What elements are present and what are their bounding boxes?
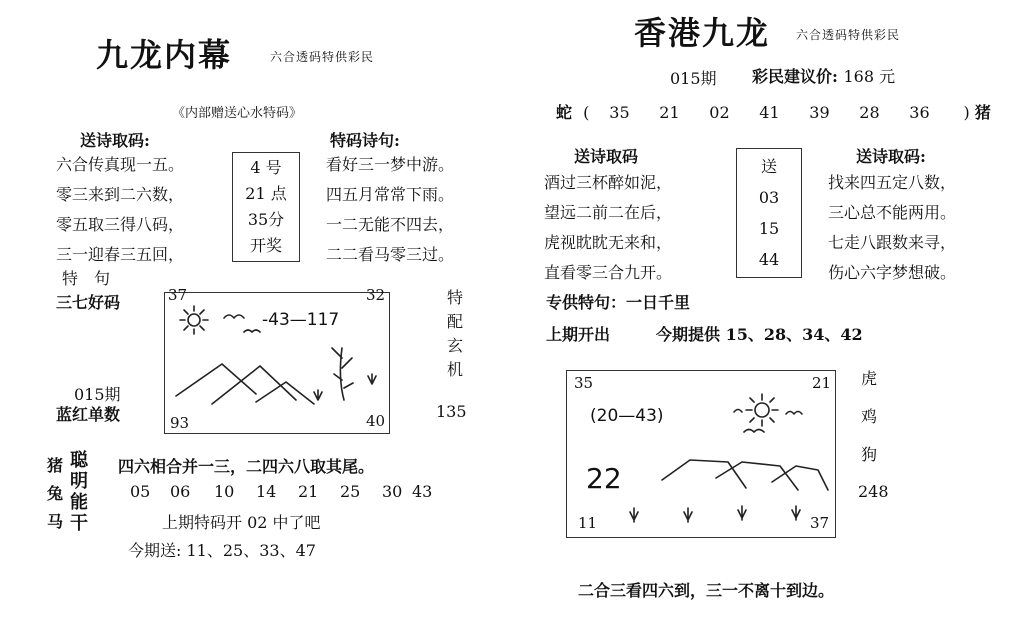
- number: 02: [709, 103, 730, 122]
- tree-icon: [332, 348, 353, 400]
- left-poem-right: [326, 150, 454, 270]
- poem-line: 三心总不能两用。: [828, 203, 957, 222]
- vertical-char: 机: [446, 360, 463, 379]
- right-sketch-num: 22: [586, 462, 622, 495]
- left-this-period: [128, 538, 316, 561]
- left-tail-phrase: 四六相合并一三，二四六八取其尾。: [118, 457, 375, 476]
- vertical-char: 明: [70, 471, 88, 492]
- left-poem-header-left: 送诗取码:: [80, 131, 150, 150]
- left-corner-tl: 37: [168, 286, 188, 304]
- number: 41: [759, 103, 780, 122]
- poem-line: 看好三一梦中游。: [326, 155, 455, 174]
- poem-line: 零三来到二六数，: [56, 185, 185, 204]
- bird-icon: [224, 315, 260, 332]
- vertical-char: 能: [70, 492, 88, 513]
- number: 25: [340, 482, 361, 501]
- number: 21: [659, 103, 680, 122]
- left-blue-red-label: 蓝红单数: [56, 405, 121, 424]
- box-line: 4 号: [250, 158, 282, 177]
- snake-label: 蛇: [556, 103, 573, 122]
- number: 36: [909, 103, 930, 122]
- poem-line: 六合传真现一五。: [56, 155, 185, 174]
- left-subtitle: 六合透码特供彩民: [270, 50, 375, 64]
- box-line: 03: [758, 188, 780, 207]
- right-corner-tr: 21: [812, 374, 832, 392]
- right-snake-row: 蛇 ( 35 21 02 41 39 28 36 ) 猪: [556, 103, 991, 122]
- number: 30: [382, 482, 403, 501]
- left-cong-ming: [68, 450, 90, 534]
- number: 39: [809, 103, 830, 122]
- right-last-open: 上期开出: [546, 325, 611, 344]
- vertical-char: 配: [446, 312, 463, 331]
- right-special-phrase: 专供特句：一日千里: [546, 293, 691, 312]
- right-period: 015期: [670, 69, 717, 88]
- animal: 马: [46, 512, 63, 531]
- left-sketch-drawing: [164, 292, 388, 432]
- right-price: [752, 64, 895, 87]
- box-line: 送: [760, 157, 777, 176]
- right-sketch-text: (20—43): [590, 406, 664, 426]
- box-line: 21 点: [245, 184, 287, 203]
- sun-icon: [180, 306, 208, 334]
- panel-divider: [526, 0, 527, 643]
- poem-line: 望远二前二在后，: [544, 203, 673, 222]
- poem-line: 七走八跟数来寻，: [828, 233, 957, 252]
- mountain-icon: [176, 364, 314, 404]
- box-line: 15: [758, 219, 780, 238]
- poem-line: 一二无能不四去，: [326, 215, 455, 234]
- poem-line: 二二看马零三过。: [326, 245, 455, 264]
- right-poem-right: [828, 168, 956, 288]
- animal: 鸡: [860, 407, 877, 426]
- box-line: 开奖: [249, 236, 282, 255]
- vertical-char: 特: [446, 288, 463, 307]
- this-period-numbers: 11、25、33、47: [186, 541, 316, 560]
- vertical-char: 玄: [446, 336, 463, 355]
- right-corner-br: 37: [810, 514, 830, 532]
- right-number-248: 248: [858, 482, 889, 501]
- right-poem-header-left: 送诗取码: [574, 147, 639, 166]
- vertical-char: 干: [70, 513, 88, 534]
- number: 21: [298, 482, 319, 501]
- this-period-label: 今期送:: [128, 541, 182, 560]
- poem-line: 四五月常常下雨。: [326, 185, 455, 204]
- poem-line: 三一迎春三五回，: [56, 245, 185, 264]
- animal: 兔: [46, 484, 63, 503]
- animal: 狗: [860, 445, 877, 464]
- poem-line: 直看零三合九开。: [544, 263, 673, 282]
- left-gift-note: 《内部赠送心水特码》: [172, 106, 303, 121]
- right-sketch-drawing: [566, 370, 834, 536]
- right-corner-bl: 11: [578, 514, 598, 532]
- left-sketch-text: -43—117: [262, 310, 340, 330]
- right-poem-left: [544, 168, 672, 288]
- right-subtitle: 六合透码特供彩民: [796, 28, 901, 42]
- vertical-char: 聪: [70, 450, 88, 471]
- poem-line: 伤心六字梦想破。: [828, 263, 957, 282]
- left-special-code: 三七好码: [56, 293, 121, 312]
- poem-line: 找来四五定八数，: [828, 173, 957, 192]
- poem-line: 零五取三得八码，: [56, 215, 185, 234]
- animal: 虎: [860, 369, 877, 388]
- box-line: 44: [758, 250, 780, 269]
- price-label: 彩民建议价:: [752, 67, 838, 86]
- left-poem-left: [56, 150, 184, 270]
- poem-line: 虎视眈眈无来和，: [544, 233, 673, 252]
- right-title: 香港九龙: [634, 14, 771, 52]
- grass-icon: [630, 506, 800, 522]
- price-value: 168 元: [843, 67, 896, 86]
- left-animals: [44, 452, 66, 536]
- left-corner-bl: 93: [170, 414, 190, 432]
- left-poem-header-right: 特码诗句:: [330, 131, 400, 150]
- number: 35: [609, 103, 630, 122]
- left-number-135: 135: [436, 402, 467, 421]
- right-animals: [858, 360, 880, 474]
- left-vertical-label: [444, 286, 466, 382]
- pig-label: 猪: [974, 103, 991, 122]
- right-numbers-box: [736, 148, 802, 278]
- box-line: 35分: [247, 210, 285, 229]
- animal: 猪: [46, 456, 63, 475]
- number: 06: [170, 482, 191, 501]
- right-poem-header-right: 送诗取码:: [856, 147, 926, 166]
- sun-icon: [746, 394, 778, 426]
- number: 28: [859, 103, 880, 122]
- left-special-label: 特 句: [62, 269, 111, 288]
- left-corner-tr: 32: [366, 286, 386, 304]
- right-bottom-phrase: 二合三看四六到，三一不离十到边。: [578, 581, 835, 600]
- number: 05: [130, 482, 151, 501]
- left-numbers-row: [130, 482, 440, 501]
- number: 14: [256, 482, 277, 501]
- right-corner-tl: 35: [574, 374, 594, 392]
- left-corner-br: 40: [366, 412, 386, 430]
- left-title: 九龙内幕: [96, 36, 233, 74]
- poem-line: 酒过三杯醉如泥，: [544, 173, 673, 192]
- number: 10: [214, 482, 235, 501]
- left-draw-time-box: [232, 152, 300, 262]
- left-last-period: 上期特码开 02 中了吧: [162, 513, 321, 532]
- mountain-icon: [662, 460, 828, 490]
- number: 43: [412, 482, 433, 501]
- right-provide: 今期提供 15、28、34、42: [656, 325, 863, 344]
- left-period-label: 015期: [74, 385, 121, 404]
